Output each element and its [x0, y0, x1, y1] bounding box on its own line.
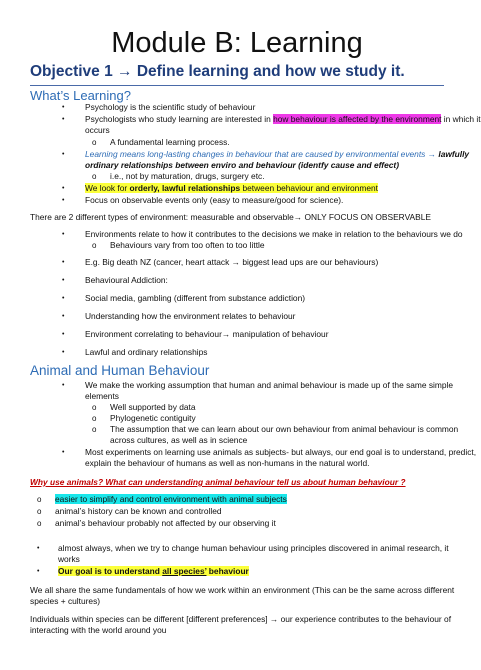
sub-list-item: A fundamental learning process.: [110, 137, 230, 147]
question-heading: Why use animals? What can understanding animal behaviour tell us about human behaviour ?: [30, 477, 406, 487]
bold-phrase: orderly, lawful relationships: [129, 183, 241, 193]
sub-bullet-marker: o: [92, 414, 97, 423]
heading-rule: [30, 85, 444, 86]
bullet-marker: •: [62, 197, 65, 204]
emphasis-text: lawfully: [438, 149, 470, 159]
list-item-continued: works: [58, 554, 80, 564]
sub-bullet-marker: o: [92, 241, 97, 250]
paragraph-continued: interacting with the world around you: [30, 625, 167, 635]
bullet-marker: •: [62, 104, 65, 111]
list-item-continued: occurs: [85, 125, 110, 135]
list-item-text: Psychologists who study learning are interested in: [85, 114, 274, 124]
bullet-marker: •: [37, 568, 40, 575]
paragraph: Individuals within species can be different [different preferences] → our experience contributes to the behaviour of: [30, 614, 452, 624]
underlined-phrase: all species’: [162, 566, 207, 576]
bullet-marker: •: [62, 231, 65, 238]
list-item: Environments relate to how it contributes to the decisions we make in relation to the behaviours we do: [85, 229, 463, 239]
sub-list-item: Well supported by data: [110, 402, 196, 412]
sub-list-item: animal’s history can be known and controlled: [55, 506, 222, 516]
list-item: almost always, when we try to change human behaviour using principles discovered in animal research, it: [58, 543, 449, 553]
list-item: Psychology is the scientific study of behaviour: [85, 102, 256, 112]
list-item: We make the working assumption that human and animal behaviour is made up of the same simple: [85, 380, 454, 390]
bullet-marker: •: [37, 545, 40, 552]
list-item: E.g. Big death NZ (cancer, heart attack → biggest lead ups are our behaviours): [85, 257, 379, 267]
list-item-continued: explain the behaviour of humans as well as non-humans in the natural world.: [85, 458, 370, 468]
bullet-marker: •: [62, 116, 65, 123]
list-item: Most experiments on learning use animals as subjects- but always, our end goal is to understand, predict,: [85, 447, 477, 457]
bullet-marker: •: [62, 449, 65, 456]
list-item: [85, 183, 378, 194]
sub-list-item: i.e., not by maturation, drugs, surgery etc.: [110, 171, 265, 181]
list-item: Environment correlating to behaviour→ manipulation of behaviour: [85, 329, 329, 339]
highlighted-phrase: easier to simplify and control environment with animal subjects: [55, 494, 287, 504]
section-heading-animal: Animal and Human Behaviour: [30, 363, 210, 378]
list-item-text: behaviour: [206, 566, 249, 576]
sub-bullet-marker: o: [37, 519, 42, 528]
bullet-marker: •: [62, 331, 65, 338]
list-item-text: between behaviour and environment: [240, 183, 378, 193]
section-heading-learning: What’s Learning?: [30, 88, 131, 103]
bullet-marker: •: [62, 382, 65, 389]
list-item: Focus on observable events only (easy to measure/good for science).: [85, 195, 344, 205]
sub-list-item: Behaviours vary from too often to too little: [110, 240, 265, 250]
sub-list-item: Phylogenetic contiguity: [110, 413, 196, 423]
bullet-marker: •: [62, 259, 65, 266]
list-item: [58, 566, 249, 577]
sub-bullet-marker: o: [92, 172, 97, 181]
list-item: Behavioural Addiction:: [85, 275, 168, 285]
list-item: [85, 114, 481, 125]
list-item: Social media, gambling (different from substance addiction): [85, 293, 306, 303]
sub-bullet-marker: o: [92, 425, 97, 434]
sub-bullet-marker: o: [37, 495, 42, 504]
sub-list-item: animal’s behaviour probably not affected by our observing it: [55, 518, 276, 528]
sub-bullet-marker: o: [92, 403, 97, 412]
highlighted-phrase: how behaviour is affected by the environment: [273, 114, 442, 124]
highlighted-phrase: [58, 566, 249, 576]
list-item-continued: ordinary relationships between enviro and behaviour (identfy cause and effect): [85, 160, 399, 170]
bullet-marker: •: [62, 349, 65, 356]
list-item: Understanding how the environment relates to behaviour: [85, 311, 296, 321]
paragraph-continued: species + cultures): [30, 596, 101, 606]
bullet-marker: •: [62, 313, 65, 320]
list-item-continued: elements: [85, 391, 119, 401]
list-item-text: Our goal is to understand: [58, 566, 163, 576]
list-item: Lawful and ordinary relationships: [85, 347, 208, 357]
bullet-marker: •: [62, 185, 65, 192]
list-item: [85, 149, 469, 160]
paragraph: There are 2 different types of environment: measurable and observable→ ONLY FOCUS ON OBSERVABLE: [30, 212, 431, 222]
list-item-text: We look for: [85, 183, 130, 193]
bullet-marker: •: [62, 295, 65, 302]
bullet-marker: •: [62, 151, 65, 158]
sub-list-item-continued: across cultures, as well as in science: [110, 435, 248, 445]
list-item-text: in which it: [441, 114, 481, 124]
sub-bullet-marker: o: [37, 507, 42, 516]
objective-heading: Objective 1 → Define learning and how we study it.: [30, 63, 405, 80]
bullet-marker: •: [62, 277, 65, 284]
sub-list-item: The assumption that we can learn about our own behaviour from animal behaviour is common: [110, 424, 459, 434]
paragraph: We all share the same fundamentals of how we work within an environment (This can be the same across different: [30, 585, 455, 595]
page-title: Module B: Learning: [111, 27, 363, 59]
definition-text: Learning means long-lasting changes in behaviour that are caused by environmental events →: [85, 149, 439, 159]
sub-list-item: [55, 494, 287, 505]
highlighted-phrase: [85, 183, 378, 193]
sub-bullet-marker: o: [92, 138, 97, 147]
